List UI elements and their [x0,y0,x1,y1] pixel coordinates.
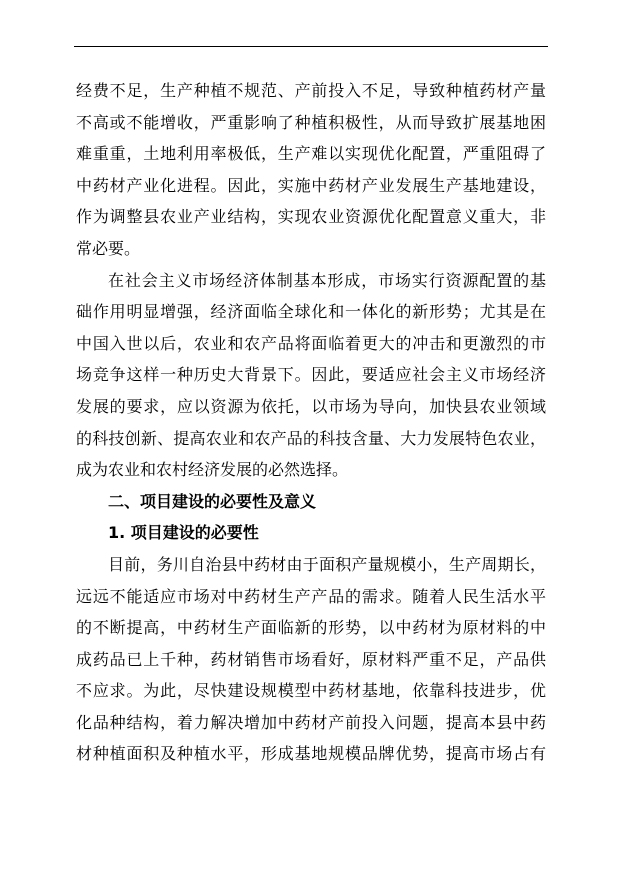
text-line: 发展的要求，应以资源为依托，以市场为导向，加快县农业领域 [76,396,546,416]
text-line: 在社会主义市场经济体制基本形成，市场实行资源配置的基 [108,270,546,290]
text-line: 难重重，土地利用率极低，生产难以实现优化配置，严重阻碍了 [76,144,546,164]
text-line: 的科技创新、提高农业和农产品的科技含量、大力发展特色农业， [76,428,546,448]
section-heading: 二、项目建设的必要性及意义 [108,491,317,511]
text-line: 的不断提高，中药材生产面临新的形势，以中药材为原材料的中 [76,618,546,638]
text-line: 经费不足，生产种植不规范、产前投入不足，导致种植药材产量 [76,81,546,100]
page-body [76,75,546,770]
paragraph-3 [76,549,546,770]
header-divider [74,46,548,47]
text-line: 远远不能适应市场对中药材生产产品的需求。随着人民生活水平 [76,586,546,606]
text-line: 成为农业和农村经济发展的必然选择。 [76,460,349,480]
subsection-heading: 1. 项目建设的必要性 [108,523,259,543]
text-line: 常必要。 [76,238,141,258]
paragraph-1 [76,75,546,265]
text-line: 不应求。为此，尽快建设规模型中药材基地，依靠科技进步，优 [76,681,546,701]
text-line: 场竞争这样一种历史大背景下。因此，要适应社会主义市场经济 [76,365,546,385]
text-line: 目前，务川自治县中药材由于面积产量规模小，生产周期长， [108,554,546,574]
text-line: 材种植面积及种植水平，形成基地规模品牌优势，提高市场占有 [76,744,546,764]
paragraph-2 [76,265,546,486]
text-line: 中国入世以后，农业和农产品将面临着更大的冲击和更激烈的市 [76,333,546,353]
text-line: 不高或不能增收，严重影响了种植积极性，从而导致扩展基地困 [76,112,546,132]
text-line: 础作用明显增强，经济面临全球化和一体化的新形势；尤其是在 [76,302,546,322]
text-line: 中药材产业化进程。因此，实施中药材产业发展生产基地建设， [76,175,546,195]
text-line: 成药品已上千种，药材销售市场看好，原材料严重不足，产品供 [76,649,546,669]
text-line: 作为调整县农业产业结构，实现农业资源优化配置意义重大，非 [76,207,546,227]
text-line: 化品种结构，着力解决增加中药材产前投入问题，提高本县中药 [76,712,546,732]
